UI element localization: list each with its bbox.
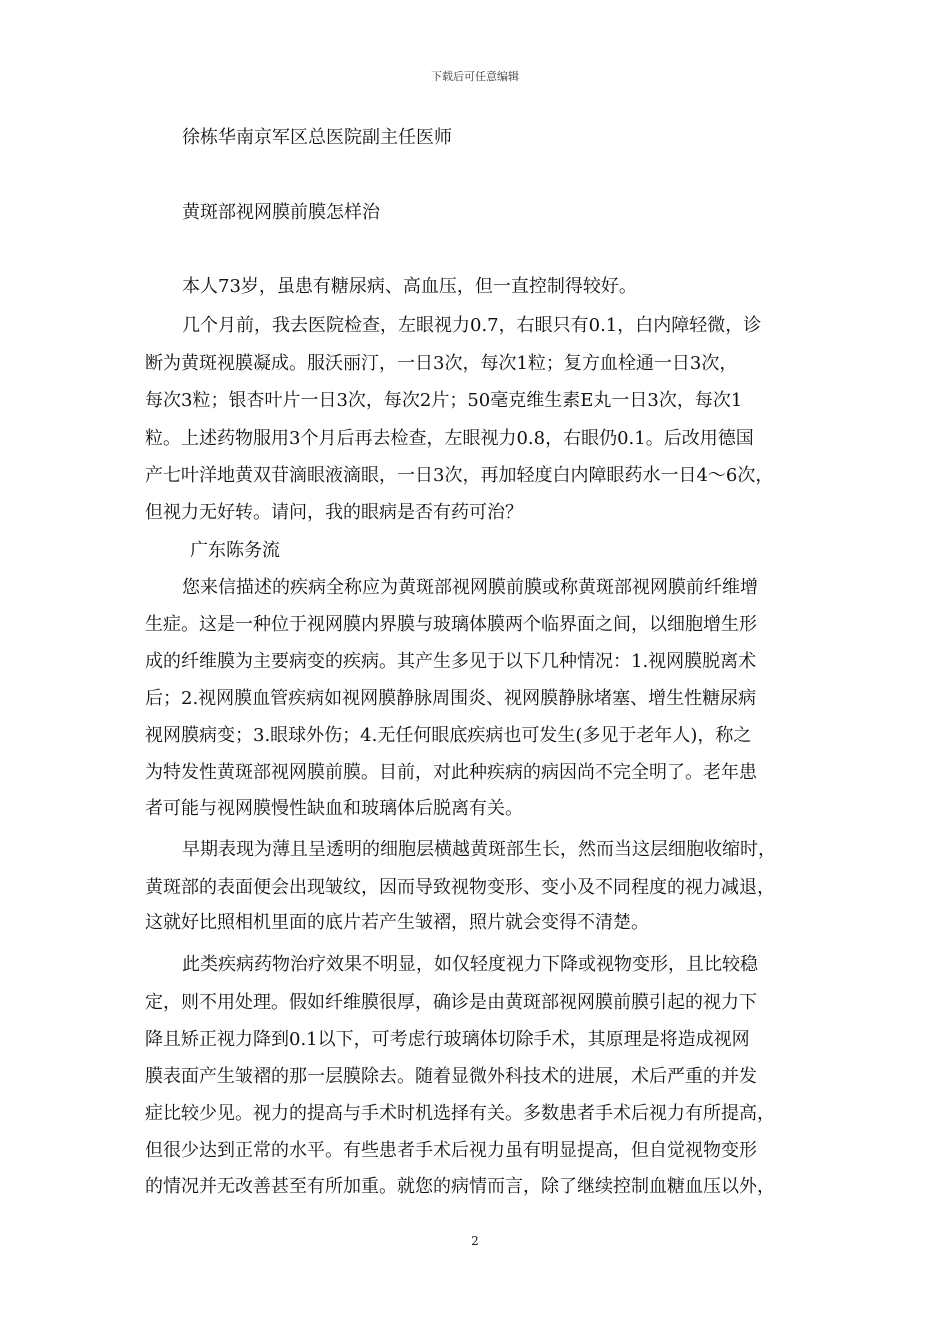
paragraph-line: 这就好比照相机里面的底片若产生皱褶，照片就会变得不清楚。 xyxy=(145,912,649,933)
paragraph-line: 症比较少见。视力的提高与手术时机选择有关。多数患者手术后视力有所提高， xyxy=(145,1103,775,1124)
paragraph-line: 但很少达到正常的水平。有些患者手术后视力虽有明显提高，但自觉视物变形 xyxy=(145,1140,757,1161)
paragraph-line: 的情况并无改善甚至有所加重。就您的病情而言，除了继续控制血糖血压以外， xyxy=(145,1176,775,1197)
paragraph-line: 视网膜病变；3.眼球外伤；4.无任何眼底疾病也可发生(多见于老年人)，称之 xyxy=(145,725,752,746)
paragraph-line: 每次3粒；银杏叶片一日3次，每次2片；50毫克维生素E丸一日3次，每次1 xyxy=(145,390,743,411)
paragraph-line: 后；2.视网膜血管疾病如视网膜静脉周围炎、视网膜静脉堵塞、增生性糖尿病 xyxy=(145,688,757,709)
paragraph-line: 早期表现为薄且呈透明的细胞层横越黄斑部生长，然而当这层细胞收缩时， xyxy=(182,839,776,860)
paragraph-line: 为特发性黄斑部视网膜前膜。目前，对此种疾病的病因尚不完全明了。老年患 xyxy=(145,762,757,783)
page-header: 下载后可任意编辑 xyxy=(431,70,519,83)
paragraph-line: 粒。上述药物服用3个月后再去检查，左眼视力0.8，右眼仍0.1。后改用德国 xyxy=(145,428,754,449)
paragraph-line: 本人73岁，虽患有糖尿病、高血压，但一直控制得较好。 xyxy=(182,276,637,297)
paragraph-line: 几个月前，我去医院检查，左眼视力0.7，右眼只有0.1，白内障轻微，诊 xyxy=(182,315,762,336)
article-title: 黄斑部视网膜前膜怎样治 xyxy=(182,202,380,223)
author-line: 徐栋华南京军区总医院副主任医师 xyxy=(182,127,452,148)
paragraph-line: 断为黄斑视膜凝成。服沃丽汀，一日3次，每次1粒；复方血栓通一日3次， xyxy=(145,353,738,374)
paragraph-line: 但视力无好转。请问，我的眼病是否有药可治？ xyxy=(145,502,523,523)
paragraph-line: 定，则不用处理。假如纤维膜很厚，确诊是由黄斑部视网膜前膜引起的视力下 xyxy=(145,992,757,1013)
page-number: 2 xyxy=(471,1234,479,1248)
paragraph-line: 成的纤维膜为主要病变的疾病。其产生多见于以下几种情况：1.视网膜脱离术 xyxy=(145,651,757,672)
paragraph-line: 膜表面产生皱褶的那一层膜除去。随着显微外科技术的进展，术后严重的并发 xyxy=(145,1066,757,1087)
paragraph-line: 生症。这是一种位于视网膜内界膜与玻璃体膜两个临界面之间，以细胞增生形 xyxy=(145,614,757,635)
paragraph-line: 者可能与视网膜慢性缺血和玻璃体后脱离有关。 xyxy=(145,798,523,819)
signature-line: 广东陈务流 xyxy=(190,540,280,561)
paragraph-line: 此类疾病药物治疗效果不明显，如仅轻度视力下降或视物变形，且比较稳 xyxy=(182,954,758,975)
paragraph-line: 您来信描述的疾病全称应为黄斑部视网膜前膜或称黄斑部视网膜前纤维增 xyxy=(182,577,758,598)
paragraph-line: 产七叶洋地黄双苷滴眼液滴眼，一日3次，再加轻度白内障眼药水一日4～6次， xyxy=(145,465,774,486)
paragraph-line: 降且矫正视力降到0.1以下，可考虑行玻璃体切除手术，其原理是将造成视网 xyxy=(145,1029,750,1050)
paragraph-line: 黄斑部的表面便会出现皱纹，因而导致视物变形、变小及不同程度的视力减退， xyxy=(145,877,775,898)
